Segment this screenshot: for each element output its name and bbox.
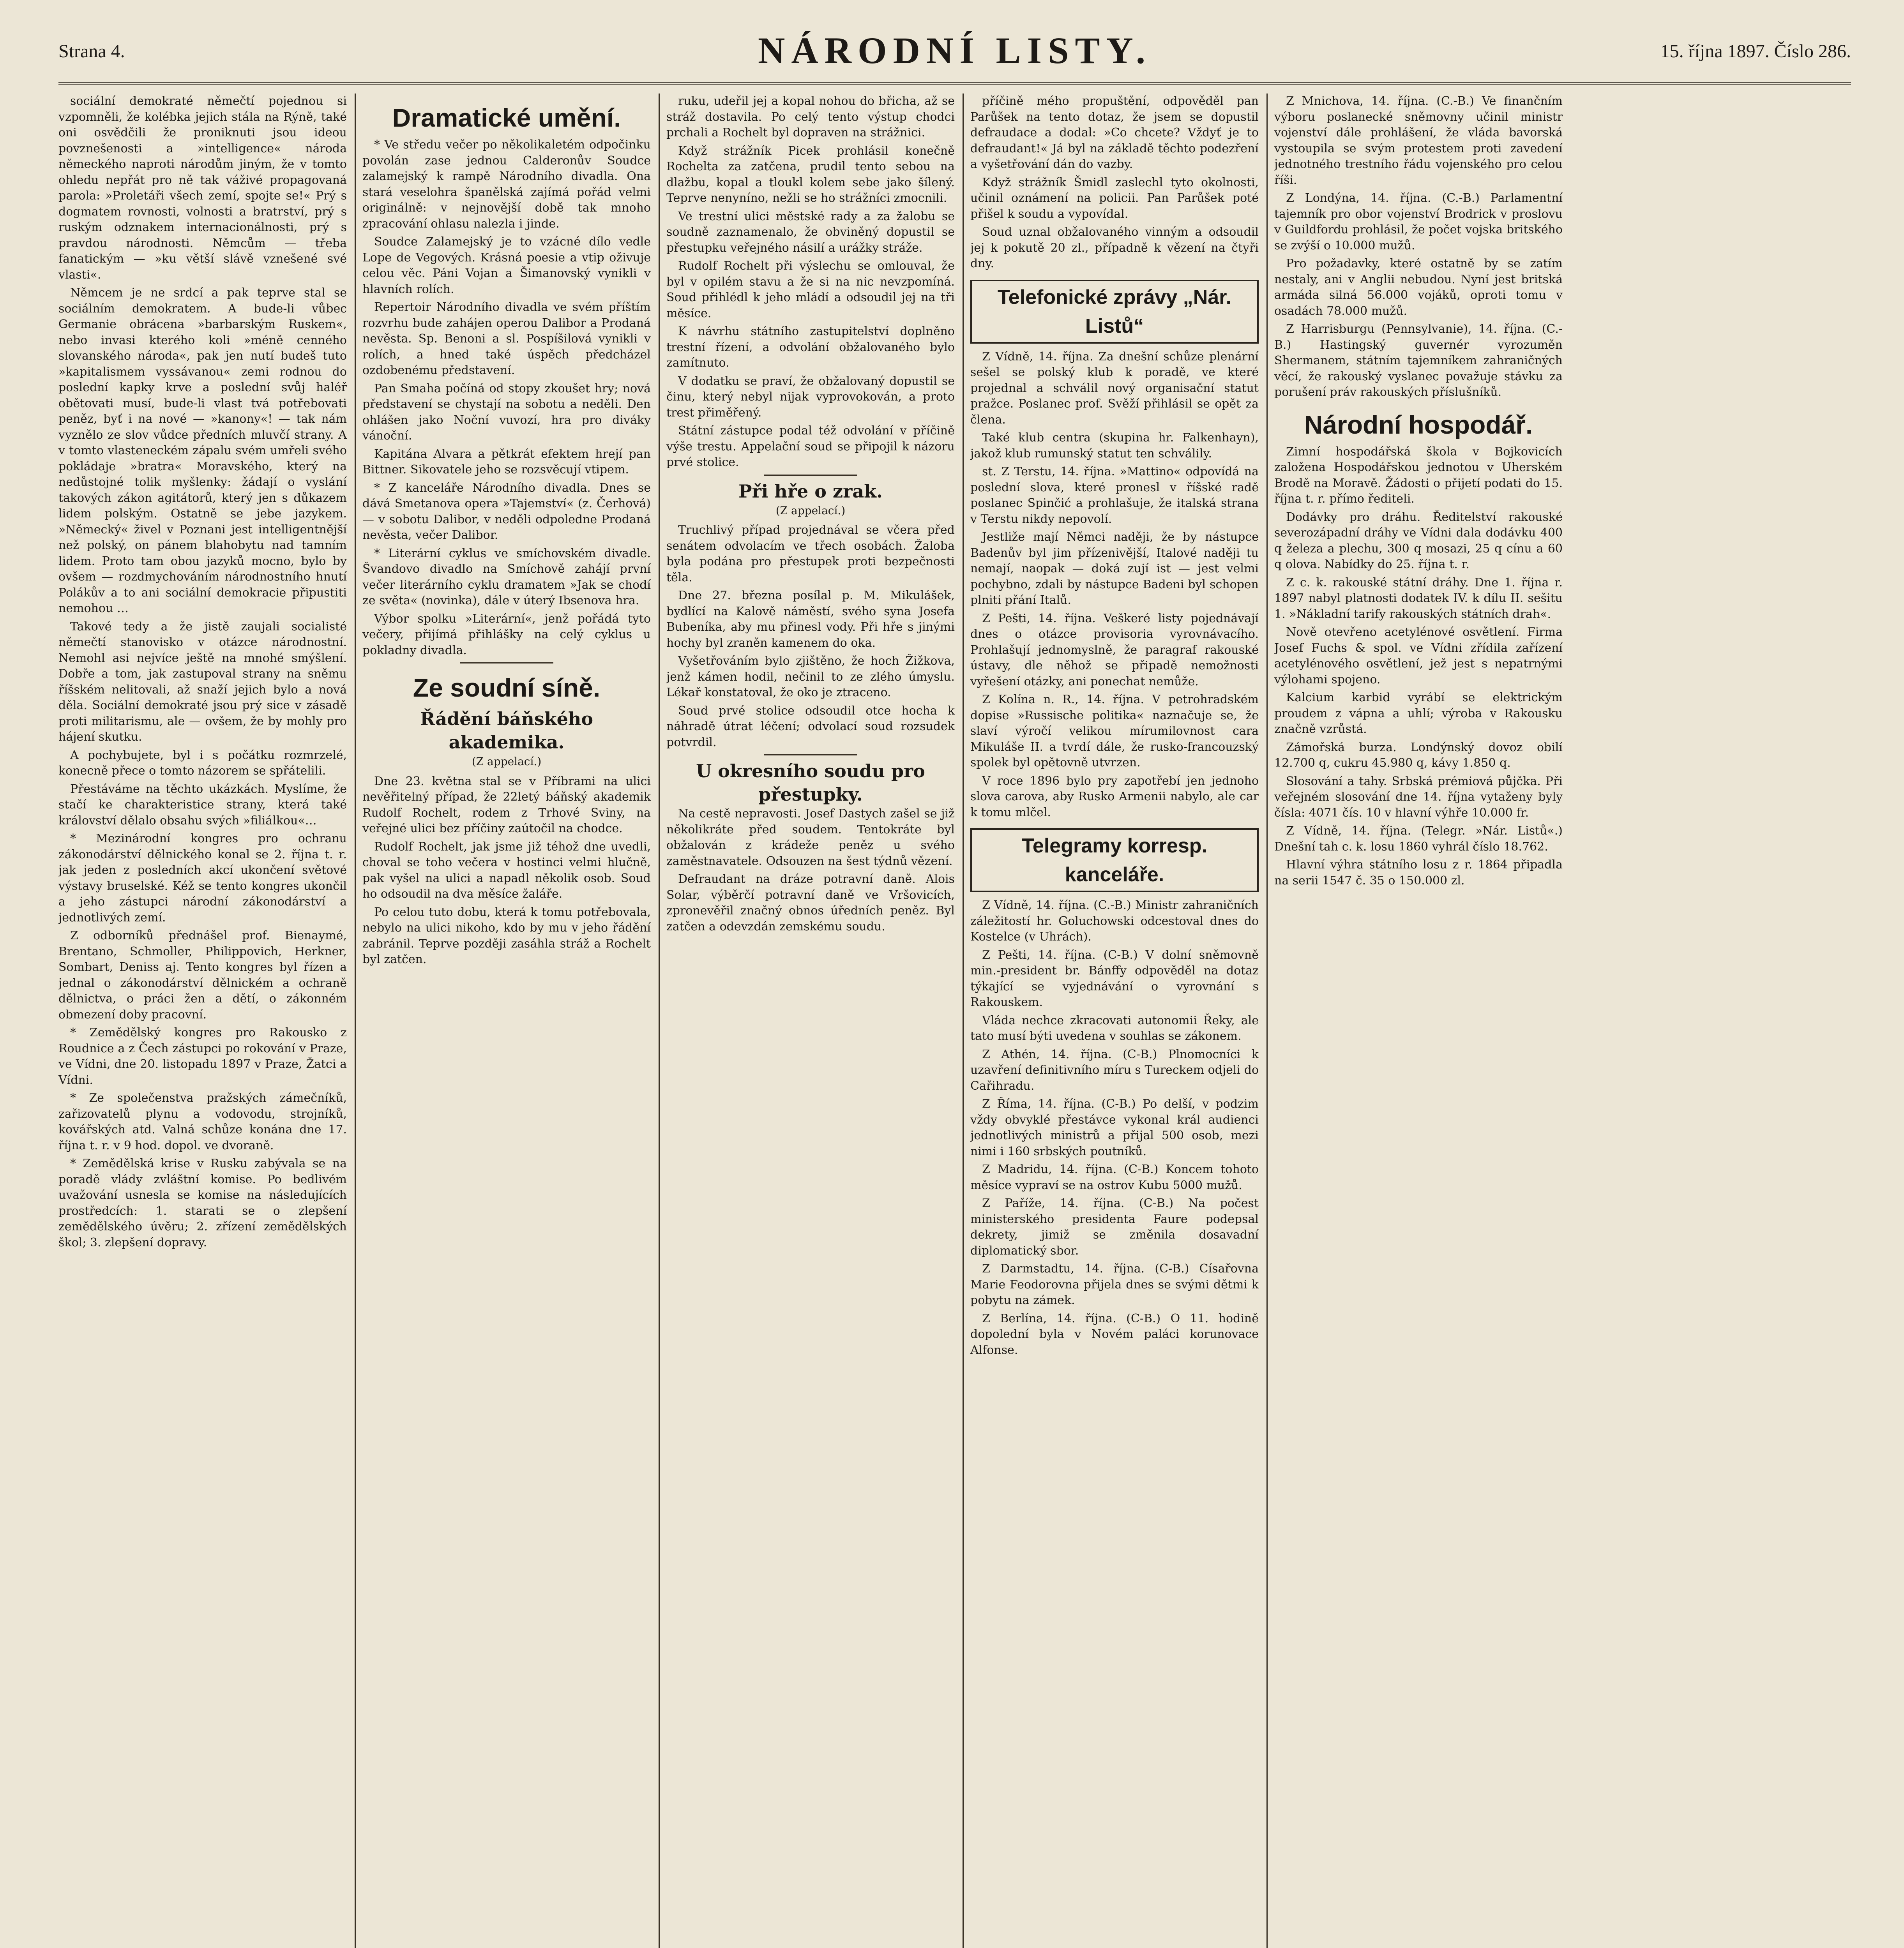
paragraph: Kalcium karbid vyrábí se elektrickým proudem z vápna a uhlí; výroba v Rakousku značně vzrůstá. xyxy=(1274,691,1563,736)
column-5 xyxy=(1274,94,1563,1948)
paragraph: Z Vídně, 14. října. (C.-B.) Ministr zahraničních záležitostí hr. Goluchowski odcestoval dnes do Kostelce (v Uhrách). xyxy=(970,898,1259,944)
paragraph: Výbor spolku »Literární«, jenž pořádá tyto večery, přijímá přihlášky na celý cyklus u pokladny divadla. xyxy=(362,612,651,657)
paragraph: V dodatku se praví, že obžalovaný dopustil se činu, který nebyl nijak vyprovokován, a proto trest přiměřený. xyxy=(666,374,955,420)
paragraph: sociální demokraté němečtí pojednou si vzpomněli, že kolébka jejich stála na Rýně, také oni osvědčili že proniknuti jsou ideou povznešenosti a »intelligence« národa německého naproti národům jiným, že v tomto ohledu nepřát pro ně tak váživé propagovaná parola: »Proletáři všech zemí, spojte se!« Prý s dogmatem rovnosti, volnosti a bratrství, prý s ruským odznakem internacionálnosti, prý s pravdou národnosti. Němcům — třeba fanatickým — »ku větší slávě vznešené své vlasti«. xyxy=(58,94,347,282)
paragraph: Kapitána Alvara a pětkrát efektem hrejí pan Bittner. Sikovatele jeho se rozsvěcují vtipem. xyxy=(362,447,651,476)
column-3 xyxy=(666,94,955,1948)
paragraph: Takové tedy a že jistě zaujali socialisté němečtí stanovisko v otázce národnostní. Nemohl asi nejvíce ještě na mnohé smýšlení. Dobře a tom, jak zastupoval strany na sněmu říšském nelitovali, až snaží jejich bylo a nová děla. Sociální demokraté jsou prý sice v zásadě proti militarismu, ale — ovšem, že by mohly pro hájení skutku. xyxy=(58,619,347,744)
paragraph: Rudolf Rochelt při výslechu se omlouval, že byl v opilém stavu a že si na nic nevzpomíná. Soud přihlédl k jeho mládí a odsoudil jej na tři měsíce. xyxy=(666,259,955,320)
paragraph: Vyšetřováním bylo zjištěno, že hoch Žižkova, jenž kámen hodil, nečinil to ze zlého úmyslu. Lékař konstatoval, že oko je ztraceno. xyxy=(666,654,955,699)
paragraph: * Zemědělská krise v Rusku zabývala se na poradě vlády zvláštní komise. Po bedlivém uvažování usnesla se komise na následujících prostředcích: 1. starati se o zlepšení zemědělského úvěru; 2. zřízení zemědělských škol; 3. zlepšení dopravy. xyxy=(58,1157,347,1249)
section-heading-court: Ze soudní síně. xyxy=(413,673,601,702)
section-separator xyxy=(764,754,857,755)
paragraph: Přestáváme na těchto ukázkách. Myslíme, že stačí ke charakteristice strany, která také království dělalo obsahu svých »filiálkou«… xyxy=(58,782,347,828)
paragraph: ruku, udeřil jej a kopal nohou do břicha, až se stráž dostavila. Po celý tento výstup chodci prchali a Rochelt byl dopraven na strážnici. xyxy=(666,94,955,139)
paragraph: Když strážník Picek prohlásil konečně Rochelta za zatčena, prudil tento sebou na dlažbu, kopal a tloukl kolem sebe jako šílený. Teprve nenyníno, nežli se ho strážníci zmocnili. xyxy=(666,144,955,205)
article-heading: Řádění báňského akademika. xyxy=(420,708,593,753)
section-heading-economy: Národní hospodář. xyxy=(1304,410,1533,439)
paragraph: st. Z Terstu, 14. října. »Mattino« odpovídá na poslední slova, které pronesl v říšské radě poslanec Spinčić a prohlašuje, že italská strana v Terstu nikdy nepovolí. xyxy=(970,465,1259,526)
paragraph: Státní zástupce podal též odvolání v příčině výše trestu. Appelační soud se připojil k názoru prvé stolice. xyxy=(666,424,955,469)
paragraph: Ve trestní ulici městské rady a za žalobu se soudně zaznamenalo, že obviněný dopustil se přestupku veřejného násilí a urážky stráže. xyxy=(666,209,955,255)
column-divider xyxy=(963,94,964,1948)
paragraph: Také klub centra (skupina hr. Falkenhayn), jakož klub rumunský statut ten schválily. xyxy=(970,431,1259,461)
paragraph: A pochybujete, byl i s počátku rozmrzelé, konecně přece o tomto názorem se spřátelili. xyxy=(58,748,347,778)
column-4 xyxy=(970,94,1259,1948)
paragraph: Soud uznal obžalovaného vinným a odsoudil jej k pokutě 20 zl., případně k vězení na čtyři dny. xyxy=(970,225,1259,270)
paragraph: Vláda nechce zkracovati autonomii Řeky, ale tato musí býti uvedena v souhlas se zákonem. xyxy=(970,1013,1259,1043)
paragraph: Z Pešti, 14. října. Veškeré listy pojednávají dnes o otázce provisoria vyrovnávacího. Prohlašují jednomyslně, že paragraf rakouské ústavy, dle něhož se připadě nemožnosti vyřešení otázky, ani ponechat nemůže. xyxy=(970,611,1259,688)
paragraph: Jestliže mají Němci naději, že by nástupce Badenův byl jim přízenivější, Italové naději tu nemají, naopak — doká zují ist — jest velmi pochybno, zdali by nástupce Badeni byl schopen plniti přání Italů. xyxy=(970,530,1259,607)
paragraph: Z Mnichova, 14. října. (C.-B.) Ve finančním výboru poslanecké sněmovny učinil ministr vojenství dále prohlášení, že vláda bavorská vystoupila se svým protestem proti zavedení jednotného trestního řádu vojenského pro celou říši. xyxy=(1274,94,1563,187)
paragraph: Po celou tuto dobu, která k tomu potřebovala, nebylo na ulici nikoho, kdo by mu v jeho řádění zabránil. Teprve později zasáhla stráž a Rochelt byl zatčen. xyxy=(362,905,651,966)
paragraph: * Zemědělský kongres pro Rakousko z Roudnice a z Čech zástupci po rokování v Praze, ve Vídni, dne 20. listopadu 1897 v Praze, Žatci a Vídni. xyxy=(58,1026,347,1087)
paragraph: Zimní hospodářská škola v Bojkovicích založena Hospodářskou jednotou v Uherském Brodě na Moravě. Žádosti o přijetí podati do 15. října t. r. přímo řediteli. xyxy=(1274,445,1563,506)
article-heading: U okresního soudu pro přestupky. xyxy=(696,760,925,805)
paragraph: Dodávky pro dráhu. Ředitelství rakouské severozápadní dráhy ve Vídni dala dodávku 400 q železa a plechu, 300 q mosazi, 25 q cínu a 60 q olova. Nabídky do 25. října t. r. xyxy=(1274,510,1563,571)
paragraph: příčině mého propuštění, odpověděl pan Parůšek na tento dotaz, že jsem se dopustil defraudace a dodal: »Co chcete? Vždyť je to defraudant!« Já byl na základě těchto podezření a vyšetřování dán do vazby. xyxy=(970,94,1259,171)
page-number: Strana 4. xyxy=(58,41,125,62)
paragraph: Nově otevřeno acetylénové osvětlení. Firma Josef Fuchs & spol. ve Vídni zřídila zařízení acetylénového osvětlení, jež jest s nepatrnými výlohami spojeno. xyxy=(1274,625,1563,686)
column-divider xyxy=(659,94,660,1948)
paragraph: * Literární cyklus ve smíchovském divadle. Švandovo divadlo na Smíchově zahájí první večer literárního cyklu dramatem »Jak se chodí ze světa« (novinka), dále v úterý Ibsenova hra. xyxy=(362,546,651,607)
paragraph: Z Říma, 14. října. (C-B.) Po delší, v podzim vždy obvyklé přestávce vykonal král audienci jednotlivých ministrů a přijal 500 osob, mezi nimi i 160 srbských poutníků. xyxy=(970,1097,1259,1158)
article-note: (Z appelací.) xyxy=(472,755,542,768)
paragraph: Z Vídně, 14. října. Za dnešní schůze plenární sešel se polský klub k poradě, ve které projednal a schválil nový organisační statut pražce. Poslanec prof. Svěží přihlásil se opět za člena. xyxy=(970,349,1259,427)
paragraph: Dne 27. března posílal p. M. Mikulášek, bydlící na Kalově náměstí, svého syna Josefa Bubeníka, aby mu přinesl vody. Při hře s jinými hochy byl zraněn kamenem do oka. xyxy=(666,589,955,650)
issue-date: 15. října 1897. Číslo 286. xyxy=(1660,41,1851,62)
paragraph: Němcem je ne srdcí a pak teprve stal se sociálním demokratem. A bude-li vůbec Germanie obrácena »barbarským Ruskem«, nebo invasi kterého koli »méně cenného slovanského národa«, pak jen nutí budeš tuto »kapitalismem vyssávanou« zemi rodnou do poslední kapky krve a poslední svůj haléř obětovati musí, bude-li vlast tvá potřebovati peněz, byť i na nové — »kanony«! — tak nám vyznělo ze slov vůdce předních mluvčí strany. A v tomto vlasteneckém zápalu svém umřeli svého pokládaje »bratra« Moravského, který na nedůstojné tolik myšlenky: žádají o vyslání takových zákon agitátorů, který jen s důkazem lidem polským. Ostatně se jebe jazykem. »Německý« živel v Poznani jest intelligentnější než polský, on pánem blahobytu nad tamním lidem. Proto tam obou jazyků mocno, bylo by ovšem — rozdmychováním národnostního hnutí Polákův a to ani sociální demokracie připustiti nemohou … xyxy=(58,286,347,615)
paragraph: Pan Smaha počíná od stopy zkoušet hry; nová představení se chystají na sobotu a neděli. Den ohlášen jako Noční vuvozí, hra pro diváky vánoční. xyxy=(362,381,651,443)
paragraph: Z Athén, 14. října. (C-B.) Plnomocníci k uzavření definitivního míru s Tureckem odjeli do Cařihradu. xyxy=(970,1047,1259,1093)
column-1 xyxy=(58,94,347,1948)
column-2 xyxy=(362,94,651,1948)
paragraph: * Mezinárodní kongres pro ochranu zákonodárství dělnického konal se 2. října t. r. jak jeden z posledních akcí ukončení světové výstavy bruselské. Kéž se tento kongres ukončil a jeho zástupci národní zákonodárství a jednotlivých zemí. xyxy=(58,832,347,925)
paragraph: Repertoir Národního divadla ve svém příštím rozvrhu bude zahájen operou Dalibor a Prodaná nevěsta. Sp. Benoni a sl. Pospíšilová vynikli v rolích, a hned také úspěch předcházel ozdobenému představení. xyxy=(362,300,651,377)
masthead-title: NÁRODNÍ LISTY. xyxy=(758,30,1152,71)
paragraph: Z Paříže, 14. října. (C-B.) Na počest ministerského presidenta Faure podepsal dekrety, jimiž se změnila dosavadní diplomatický sbor. xyxy=(970,1196,1259,1258)
paragraph: Z Madridu, 14. října. (C-B.) Koncem tohoto měsíce vypraví se na ostrov Kubu 5000 mužů. xyxy=(970,1163,1259,1192)
paragraph: Slosování a tahy. Srbská prémiová půjčka. Při veřejném slosování dne 14. října vytaženy byly čísla: 4071 čís. 10 v hlavní výhře 10.000 fr. xyxy=(1274,774,1563,820)
paragraph: Soudce Zalamejský je to vzácné dílo vedle Lope de Vegových. Krásná poesie a vtip oživuje celou věc. Páni Vojan a Šimanovský vynikli v hlavních rolích. xyxy=(362,235,651,296)
paragraph: Z c. k. rakouské státní dráhy. Dne 1. října r. 1897 nabyl platnosti dodatek IV. k dílu II. sešitu 1. »Nákladní tarify rakouských státních drah«. xyxy=(1274,575,1563,621)
paragraph: Když strážník Šmidl zaslechl tyto okolnosti, učinil oznámení na policii. Pan Parůšek poté přišel k soudu a vypovídal. xyxy=(970,175,1259,221)
paragraph: * Ve středu večer po několikaletém odpočinku povolán zase jednou Calderonův Soudce zalamejský k rampě Národního divadla. Ona stará veselohra španělská zajímá pořád velmi originálně: v nejnovější době tak mnoho zpracování ohlasu nalezla i jinde. xyxy=(362,138,651,231)
paragraph: * Ze společenstva pražských zámečníků, zařizovatelů plynu a vodovodu, strojníků, kovářských atd. Valná schůze konána dne 17. října t. r. v 9 hod. dopol. ve dvoraně. xyxy=(58,1091,347,1152)
paragraph: K návrhu státního zastupitelství doplněno trestní řízení, a odvolání obžalovaného bylo zamítnuto. xyxy=(666,325,955,370)
column-divider xyxy=(355,94,356,1948)
page-header xyxy=(58,23,1851,82)
paragraph: Z Kolína n. R., 14. října. V petrohradském dopise »Russische politika« naznačuje se, že slaví výročí velikou mírumilovnost cara Mikuláše II. a tvrdí dále, že rusko-francouzský spolek byl opětovně utvrzen. xyxy=(970,693,1259,769)
article-note: (Z appelací.) xyxy=(775,504,846,517)
paragraph: Z Londýna, 14. října. (C.-B.) Parlamentní tajemník pro obor vojenství Brodrick v proslovu v Guildfordu prohlásil, že počet vojska britského se zvýší o 10.000 mužů. xyxy=(1274,191,1563,252)
paragraph: Rudolf Rochelt, jak jsme již téhož dne uvedli, choval se toho večera v hostinci velmi hlučně, pak vyšel na ulici a napadl několik osob. Soud ho odsoudil na dva měsíce žaláře. xyxy=(362,840,651,901)
paragraph: Z odborníků přednášel prof. Bienaymé, Brentano, Schmoller, Philippovich, Herkner, Sombart, Deniss aj. Tento kongres byl řízen a jednal o zákonodárství dělnickém a ochraně dělnictva, o práci žen a dětí, o zákonném obmezení doby pracovní. xyxy=(58,929,347,1022)
paragraph: Hlavní výhra státního losu z r. 1864 připadla na serii 1547 č. 35 o 150.000 zl. xyxy=(1274,858,1563,888)
paragraph: Truchlivý případ projednával se včera před senátem odvolacím ve třech osobách. Žaloba byla podána pro přestupek proti bezpečnosti těla. xyxy=(666,523,955,584)
section-heading-drama: Dramatické umění. xyxy=(392,103,621,132)
header-rule xyxy=(58,82,1851,85)
section-heading-telegrams: Telegramy korresp. kanceláře. xyxy=(970,828,1259,892)
paragraph: Z Darmstadtu, 14. října. (C-B.) Císařovna Marie Feodorovna přijela dnes se svými dětmi k pobytu na zámek. xyxy=(970,1262,1259,1307)
section-separator xyxy=(460,662,553,663)
paragraph: Dne 23. května stal se v Příbrami na ulici nevěřitelný případ, že 22letý báňský akademik Rudolf Rochelt, rodem z Trhové Sviny, na veřejné ulici bez příčiny zaútočil na chodce. xyxy=(362,774,651,835)
column-divider xyxy=(1266,94,1268,1948)
article-heading: Při hře o zrak. xyxy=(738,480,883,502)
section-heading-telephone: Telefonické zprávy „Nár. Listů“ xyxy=(970,280,1259,344)
paragraph: Z Pešti, 14. října. (C-B.) V dolní sněmovně min.-president br. Bánffy odpověděl na dotaz týkající se vyjednávání o vyrovnání s Rakouskem. xyxy=(970,948,1259,1009)
paragraph: Z Harrisburgu (Pennsylvanie), 14. října. (C.-B.) Hastingský guvernér vyrozuměn Shermanem, státním tajemníkem zahraničných věcí, že rakouský vyslanec považuje stávku za porušení práv rakouských příslušníků. xyxy=(1274,322,1563,399)
paragraph: * Z kanceláře Národního divadla. Dnes se dává Smetanova opera »Tajemství« (z. Čerhová) — v sobotu Dalibor, v neděli odpoledne Prodaná nevěsta, večer Dalibor. xyxy=(362,481,651,542)
paragraph: Z Vídně, 14. října. (Telegr. »Nár. Listů«.) Dnešní tah c. k. losu 1860 vyhrál číslo 18.762. xyxy=(1274,824,1563,854)
paragraph: Pro požadavky, které ostatně by se zatím nestaly, ani v Anglii nebudou. Nyní jest britská armáda silná 56.000 vojáků, oproti tomu v osadách 78.000 mužů. xyxy=(1274,257,1563,318)
section-separator xyxy=(764,475,857,476)
paragraph: Z Berlína, 14. října. (C-B.) O 11. hodině dopolední byla v Novém paláci korunovace Alfonse. xyxy=(970,1311,1259,1357)
paragraph: Defraudant na dráze potravní daně. Alois Solar, výběrčí potravní daně ve Vršovicích, zpronevěřil značný obnos úředních peněz. Byl zatčen a odevzdán zemskému soudu. xyxy=(666,872,955,933)
paragraph: V roce 1896 bylo pry zapotřebí jen jednoho slova carova, aby Rusko Armenii nabylo, ale car k tomu mlčel. xyxy=(970,774,1259,819)
paragraph: Zámořská burza. Londýnský dovoz obilí 12.700 q, cukru 45.980 q, kávy 1.850 q. xyxy=(1274,740,1563,770)
paragraph: Soud prvé stolice odsoudil otce hocha k náhradě útrat léčení; odvolací soud rozsudek potvrdil. xyxy=(666,704,955,749)
paragraph: Na cestě nepravosti. Josef Dastych zašel se již několikráte před soudem. Tentokráte byl obžalován z krádeže peněz u svého zaměstnavatele. Odsouzen na šest týdnů vězení. xyxy=(666,807,955,868)
